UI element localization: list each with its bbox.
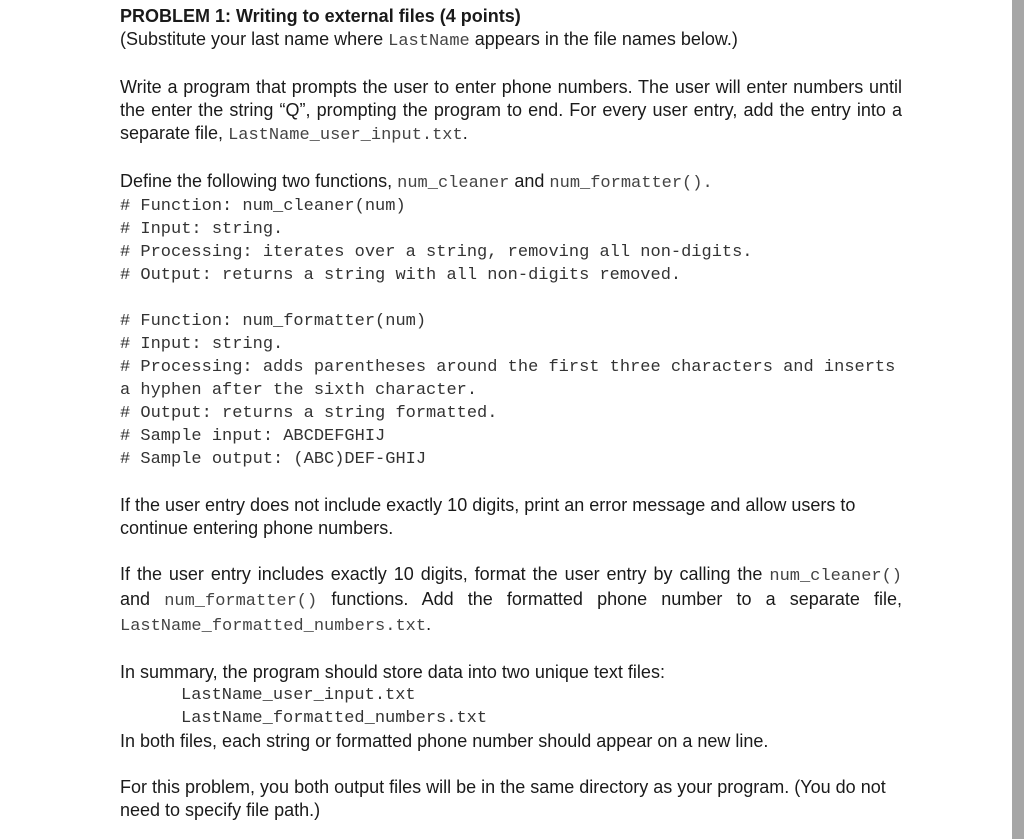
define-func1: num_cleaner xyxy=(397,174,510,193)
define-paragraph xyxy=(120,170,902,195)
format-code-cleaner: num_cleaner() xyxy=(769,567,902,586)
summary-file-2: LastName_formatted_numbers.txt xyxy=(181,709,488,728)
problem-document xyxy=(120,5,906,822)
formatter-comment-2: # Input: string. xyxy=(120,335,284,354)
formatter-comment-5: # Sample input: ABCDEFGHIJ xyxy=(120,427,386,446)
format-code-file: LastName_formatted_numbers.txt xyxy=(120,617,427,636)
format-paragraph xyxy=(120,563,902,638)
summary-file-1: LastName_user_input.txt xyxy=(181,686,416,705)
format-text-end: . xyxy=(426,614,432,634)
subtitle-text-pre: (Substitute your last name where xyxy=(120,29,389,49)
subtitle-code: LastName xyxy=(388,32,470,51)
define-text-mid: and xyxy=(509,171,550,191)
summary-outro: In both files, each string or formatted phone number should appear on a new line. xyxy=(120,731,769,751)
final-paragraph: For this problem, you both output files will be in the same directory as your program. (You do not need to specify file path.) xyxy=(120,777,886,820)
formatter-comment-6: # Sample output: (ABC)DEF-GHIJ xyxy=(120,450,427,469)
error-paragraph: If the user entry does not include exactly 10 digits, print an error message and allow users to continue entering phone numbers. xyxy=(120,495,856,538)
format-text-pre: If the user entry includes exactly 10 digits, format the user entry by calling the xyxy=(120,564,770,584)
subtitle-text-post: appears in the file names below.) xyxy=(469,29,738,49)
window-edge-scrollbar[interactable] xyxy=(1012,0,1024,839)
intro-text: Write a program that prompts the user to enter phone numbers. The user will enter numbers until the enter the string “Q”, prompting the program to end. For every user entry, add the entry into a separate file, xyxy=(120,77,902,143)
define-func2: num_formatter(). xyxy=(549,174,713,193)
intro-paragraph xyxy=(120,76,902,147)
summary-intro: In summary, the program should store data into two unique text files: xyxy=(120,662,665,682)
cleaner-comment-3: # Processing: iterates over a string, removing all non-digits. xyxy=(120,243,753,262)
define-text-pre: Define the following two functions, xyxy=(120,171,398,191)
intro-end: . xyxy=(462,123,468,143)
format-code-formatter: num_formatter() xyxy=(164,592,318,611)
formatter-comment-1: # Function: num_formatter(num) xyxy=(120,312,427,331)
cleaner-comment-1: # Function: num_cleaner(num) xyxy=(120,197,406,216)
cleaner-comment-4: # Output: returns a string with all non-digits removed. xyxy=(120,266,682,285)
format-text-mid1: and xyxy=(120,589,165,609)
cleaner-comment-2: # Input: string. xyxy=(120,220,284,239)
format-text-mid2: functions. Add the formatted phone number to a separate file, xyxy=(317,589,902,609)
formatter-comment-3: # Processing: adds parentheses around the first three characters and inserts a hyphen after the sixth character. xyxy=(120,358,906,400)
problem-title: PROBLEM 1: Writing to external files (4 points) xyxy=(120,6,521,26)
formatter-comment-4: # Output: returns a string formatted. xyxy=(120,404,498,423)
intro-file-code: LastName_user_input.txt xyxy=(228,126,463,145)
problem-subtitle xyxy=(120,28,902,53)
